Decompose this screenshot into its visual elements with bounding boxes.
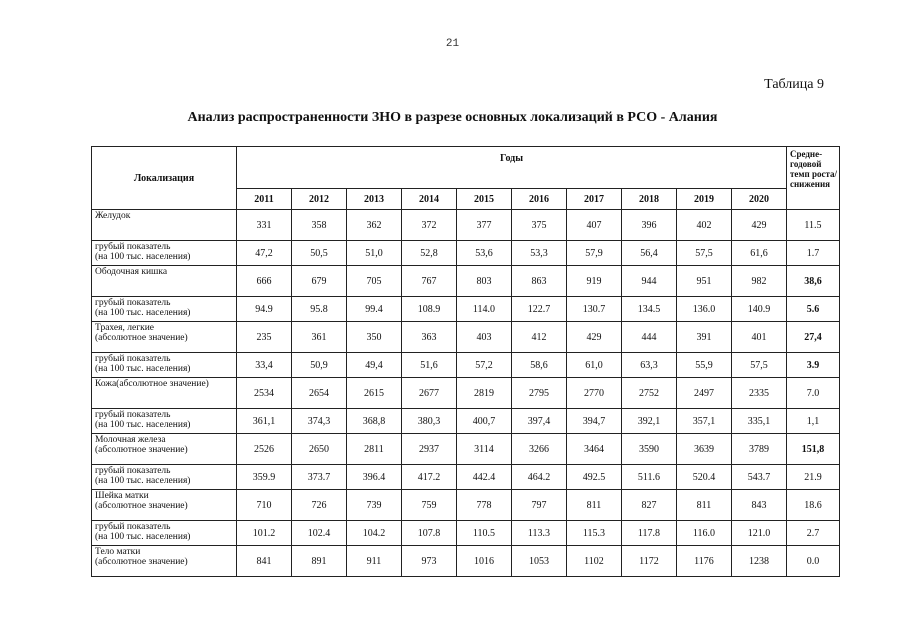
value-cell: 2811: [347, 434, 402, 465]
year-header-2014: 2014: [402, 189, 457, 210]
value-cell: 95.8: [292, 297, 347, 322]
row-label-line1: Ободочная кишка: [95, 267, 168, 277]
row-label-line2: (абсолютное значение): [95, 333, 188, 343]
value-cell: 492.5: [567, 465, 622, 490]
value-cell: 108.9: [402, 297, 457, 322]
year-header-2019: 2019: [677, 189, 732, 210]
value-cell: 33,4: [237, 353, 292, 378]
value-cell: 63,3: [622, 353, 677, 378]
value-cell: 710: [237, 490, 292, 521]
value-cell: 666: [237, 266, 292, 297]
value-cell: 705: [347, 266, 402, 297]
value-cell: 400,7: [457, 409, 512, 434]
table-row: [92, 490, 840, 521]
value-cell: 375: [512, 210, 567, 241]
row-label: [92, 434, 237, 465]
value-cell: 2650: [292, 434, 347, 465]
value-cell: 3639: [677, 434, 732, 465]
value-cell: 47,2: [237, 241, 292, 266]
year-header-2020: 2020: [732, 189, 787, 210]
row-label-line2: (абсолютное значение): [95, 557, 188, 567]
value-cell: 53,3: [512, 241, 567, 266]
value-cell: 444: [622, 322, 677, 353]
value-cell: 61,0: [567, 353, 622, 378]
row-label: [92, 297, 237, 322]
rate-cell: 7.0: [787, 378, 840, 409]
rate-cell: 38,6: [787, 266, 840, 297]
value-cell: 2526: [237, 434, 292, 465]
row-label-line2: (абсолютное значение): [95, 445, 188, 455]
value-cell: 57,9: [567, 241, 622, 266]
table-row: [92, 378, 840, 409]
value-cell: 811: [567, 490, 622, 521]
row-label: [92, 210, 237, 241]
value-cell: 56,4: [622, 241, 677, 266]
row-label-line2: (на 100 тыс. населения): [95, 476, 191, 486]
value-cell: 107.8: [402, 521, 457, 546]
value-cell: 827: [622, 490, 677, 521]
rate-cell: 1.7: [787, 241, 840, 266]
value-cell: 372: [402, 210, 457, 241]
table-row: [92, 353, 840, 378]
value-cell: 363: [402, 322, 457, 353]
header-years: Годы: [237, 147, 787, 189]
value-cell: 442.4: [457, 465, 512, 490]
row-label-line2: (абсолютное значение): [95, 501, 188, 511]
rate-cell: 27,4: [787, 322, 840, 353]
row-label-line1: грубый показатель: [95, 242, 171, 252]
value-cell: 50,5: [292, 241, 347, 266]
value-cell: 1016: [457, 546, 512, 577]
row-label: [92, 465, 237, 490]
row-label: [92, 266, 237, 297]
rate-cell: 151,8: [787, 434, 840, 465]
table-body: [92, 210, 840, 577]
rate-cell: 21.9: [787, 465, 840, 490]
value-cell: 841: [237, 546, 292, 577]
value-cell: 361: [292, 322, 347, 353]
value-cell: 429: [732, 210, 787, 241]
value-cell: 55,9: [677, 353, 732, 378]
value-cell: 944: [622, 266, 677, 297]
value-cell: 2615: [347, 378, 402, 409]
value-cell: 403: [457, 322, 512, 353]
rate-cell: 3.9: [787, 353, 840, 378]
value-cell: 2752: [622, 378, 677, 409]
value-cell: 49,4: [347, 353, 402, 378]
value-cell: 380,3: [402, 409, 457, 434]
value-cell: 803: [457, 266, 512, 297]
value-cell: 3266: [512, 434, 567, 465]
value-cell: 57,2: [457, 353, 512, 378]
value-cell: 361,1: [237, 409, 292, 434]
value-cell: 373.7: [292, 465, 347, 490]
value-cell: 407: [567, 210, 622, 241]
row-label-line1: Желудок: [95, 211, 131, 221]
value-cell: 412: [512, 322, 567, 353]
value-cell: 1172: [622, 546, 677, 577]
table-row: [92, 241, 840, 266]
table-row: [92, 297, 840, 322]
value-cell: 739: [347, 490, 402, 521]
value-cell: 2795: [512, 378, 567, 409]
value-cell: 368,8: [347, 409, 402, 434]
value-cell: 1102: [567, 546, 622, 577]
value-cell: 52,8: [402, 241, 457, 266]
table-label: Таблица 9: [764, 77, 824, 92]
row-label-line1: Шейка матки: [95, 491, 149, 501]
rate-cell: 2.7: [787, 521, 840, 546]
value-cell: 3464: [567, 434, 622, 465]
rate-cell: 5.6: [787, 297, 840, 322]
row-label-line2: (на 100 тыс. населения): [95, 420, 191, 430]
value-cell: 919: [567, 266, 622, 297]
value-cell: 2534: [237, 378, 292, 409]
value-cell: 863: [512, 266, 567, 297]
value-cell: 973: [402, 546, 457, 577]
value-cell: 396: [622, 210, 677, 241]
value-cell: 61,6: [732, 241, 787, 266]
value-cell: 811: [677, 490, 732, 521]
row-label: [92, 490, 237, 521]
table-row: [92, 322, 840, 353]
value-cell: 2654: [292, 378, 347, 409]
row-label: [92, 521, 237, 546]
value-cell: 377: [457, 210, 512, 241]
value-cell: 1053: [512, 546, 567, 577]
row-label: [92, 241, 237, 266]
value-cell: 891: [292, 546, 347, 577]
page-number: 21: [445, 38, 460, 50]
rate-cell: 18.6: [787, 490, 840, 521]
value-cell: 51,0: [347, 241, 402, 266]
value-cell: 3114: [457, 434, 512, 465]
value-cell: 50,9: [292, 353, 347, 378]
table-row: [92, 465, 840, 490]
value-cell: 136.0: [677, 297, 732, 322]
row-label-line1: Кожа(абсолютное значение): [95, 379, 209, 389]
value-cell: 726: [292, 490, 347, 521]
value-cell: 429: [567, 322, 622, 353]
value-cell: 2819: [457, 378, 512, 409]
year-header-2011: 2011: [237, 189, 292, 210]
value-cell: 58,6: [512, 353, 567, 378]
row-label: [92, 322, 237, 353]
row-label-line2: (на 100 тыс. населения): [95, 364, 191, 374]
value-cell: 982: [732, 266, 787, 297]
table-row: [92, 266, 840, 297]
value-cell: 391: [677, 322, 732, 353]
value-cell: 402: [677, 210, 732, 241]
value-cell: 99.4: [347, 297, 402, 322]
value-cell: 102.4: [292, 521, 347, 546]
value-cell: 57,5: [732, 353, 787, 378]
value-cell: 331: [237, 210, 292, 241]
row-label-line1: грубый показатель: [95, 466, 171, 476]
value-cell: 359.9: [237, 465, 292, 490]
table-row: [92, 521, 840, 546]
value-cell: 116.0: [677, 521, 732, 546]
value-cell: 51,6: [402, 353, 457, 378]
value-cell: 362: [347, 210, 402, 241]
row-label-line1: Молочная железа: [95, 435, 166, 445]
value-cell: 911: [347, 546, 402, 577]
value-cell: 543.7: [732, 465, 787, 490]
value-cell: 358: [292, 210, 347, 241]
value-cell: 394,7: [567, 409, 622, 434]
value-cell: 130.7: [567, 297, 622, 322]
value-cell: 759: [402, 490, 457, 521]
header-localization: Локализация: [92, 147, 237, 210]
value-cell: 843: [732, 490, 787, 521]
value-cell: 122.7: [512, 297, 567, 322]
row-label-line1: грубый показатель: [95, 522, 171, 532]
row-label-line2: (на 100 тыс. населения): [95, 532, 191, 542]
table-row: [92, 409, 840, 434]
value-cell: 335,1: [732, 409, 787, 434]
value-cell: 797: [512, 490, 567, 521]
table-row: [92, 546, 840, 577]
value-cell: 464.2: [512, 465, 567, 490]
rate-cell: 11.5: [787, 210, 840, 241]
value-cell: 2937: [402, 434, 457, 465]
data-table: [91, 146, 840, 577]
value-cell: 350: [347, 322, 402, 353]
value-cell: 520.4: [677, 465, 732, 490]
header-rate: Средне-годовой темп роста/ снижения: [787, 147, 840, 210]
value-cell: 2335: [732, 378, 787, 409]
value-cell: 1176: [677, 546, 732, 577]
year-header-2016: 2016: [512, 189, 567, 210]
rate-cell: 0.0: [787, 546, 840, 577]
value-cell: 2770: [567, 378, 622, 409]
value-cell: 110.5: [457, 521, 512, 546]
row-label: [92, 378, 237, 409]
row-label-line1: Тело матки: [95, 547, 141, 557]
value-cell: 397,4: [512, 409, 567, 434]
document-title: Анализ распространенности ЗНО в разрезе основных локализаций в РСО - Алания: [187, 110, 718, 125]
value-cell: 1238: [732, 546, 787, 577]
table-row: [92, 210, 840, 241]
row-label: [92, 353, 237, 378]
row-label-line2: (на 100 тыс. населения): [95, 308, 191, 318]
value-cell: 57,5: [677, 241, 732, 266]
value-cell: 951: [677, 266, 732, 297]
value-cell: 104.2: [347, 521, 402, 546]
value-cell: 767: [402, 266, 457, 297]
value-cell: 115.3: [567, 521, 622, 546]
value-cell: 401: [732, 322, 787, 353]
value-cell: 417.2: [402, 465, 457, 490]
rate-cell: 1,1: [787, 409, 840, 434]
value-cell: 140.9: [732, 297, 787, 322]
value-cell: 357,1: [677, 409, 732, 434]
value-cell: 235: [237, 322, 292, 353]
value-cell: 392,1: [622, 409, 677, 434]
value-cell: 113.3: [512, 521, 567, 546]
value-cell: 511.6: [622, 465, 677, 490]
row-label-line1: грубый показатель: [95, 298, 171, 308]
value-cell: 121.0: [732, 521, 787, 546]
value-cell: 396.4: [347, 465, 402, 490]
value-cell: 117.8: [622, 521, 677, 546]
row-label: [92, 409, 237, 434]
value-cell: 3590: [622, 434, 677, 465]
row-label-line2: (на 100 тыс. населения): [95, 252, 191, 262]
value-cell: 53,6: [457, 241, 512, 266]
value-cell: 2677: [402, 378, 457, 409]
value-cell: 101.2: [237, 521, 292, 546]
year-header-2013: 2013: [347, 189, 402, 210]
row-label-line1: Трахея, легкие: [95, 323, 155, 333]
row-label-line1: грубый показатель: [95, 410, 171, 420]
row-label-line1: грубый показатель: [95, 354, 171, 364]
value-cell: 778: [457, 490, 512, 521]
value-cell: 3789: [732, 434, 787, 465]
value-cell: 679: [292, 266, 347, 297]
year-header-2012: 2012: [292, 189, 347, 210]
value-cell: 374,3: [292, 409, 347, 434]
value-cell: 94.9: [237, 297, 292, 322]
value-cell: 2497: [677, 378, 732, 409]
year-header-2018: 2018: [622, 189, 677, 210]
table-row: [92, 434, 840, 465]
year-header-2017: 2017: [567, 189, 622, 210]
value-cell: 134.5: [622, 297, 677, 322]
value-cell: 114.0: [457, 297, 512, 322]
row-label: [92, 546, 237, 577]
year-header-2015: 2015: [457, 189, 512, 210]
